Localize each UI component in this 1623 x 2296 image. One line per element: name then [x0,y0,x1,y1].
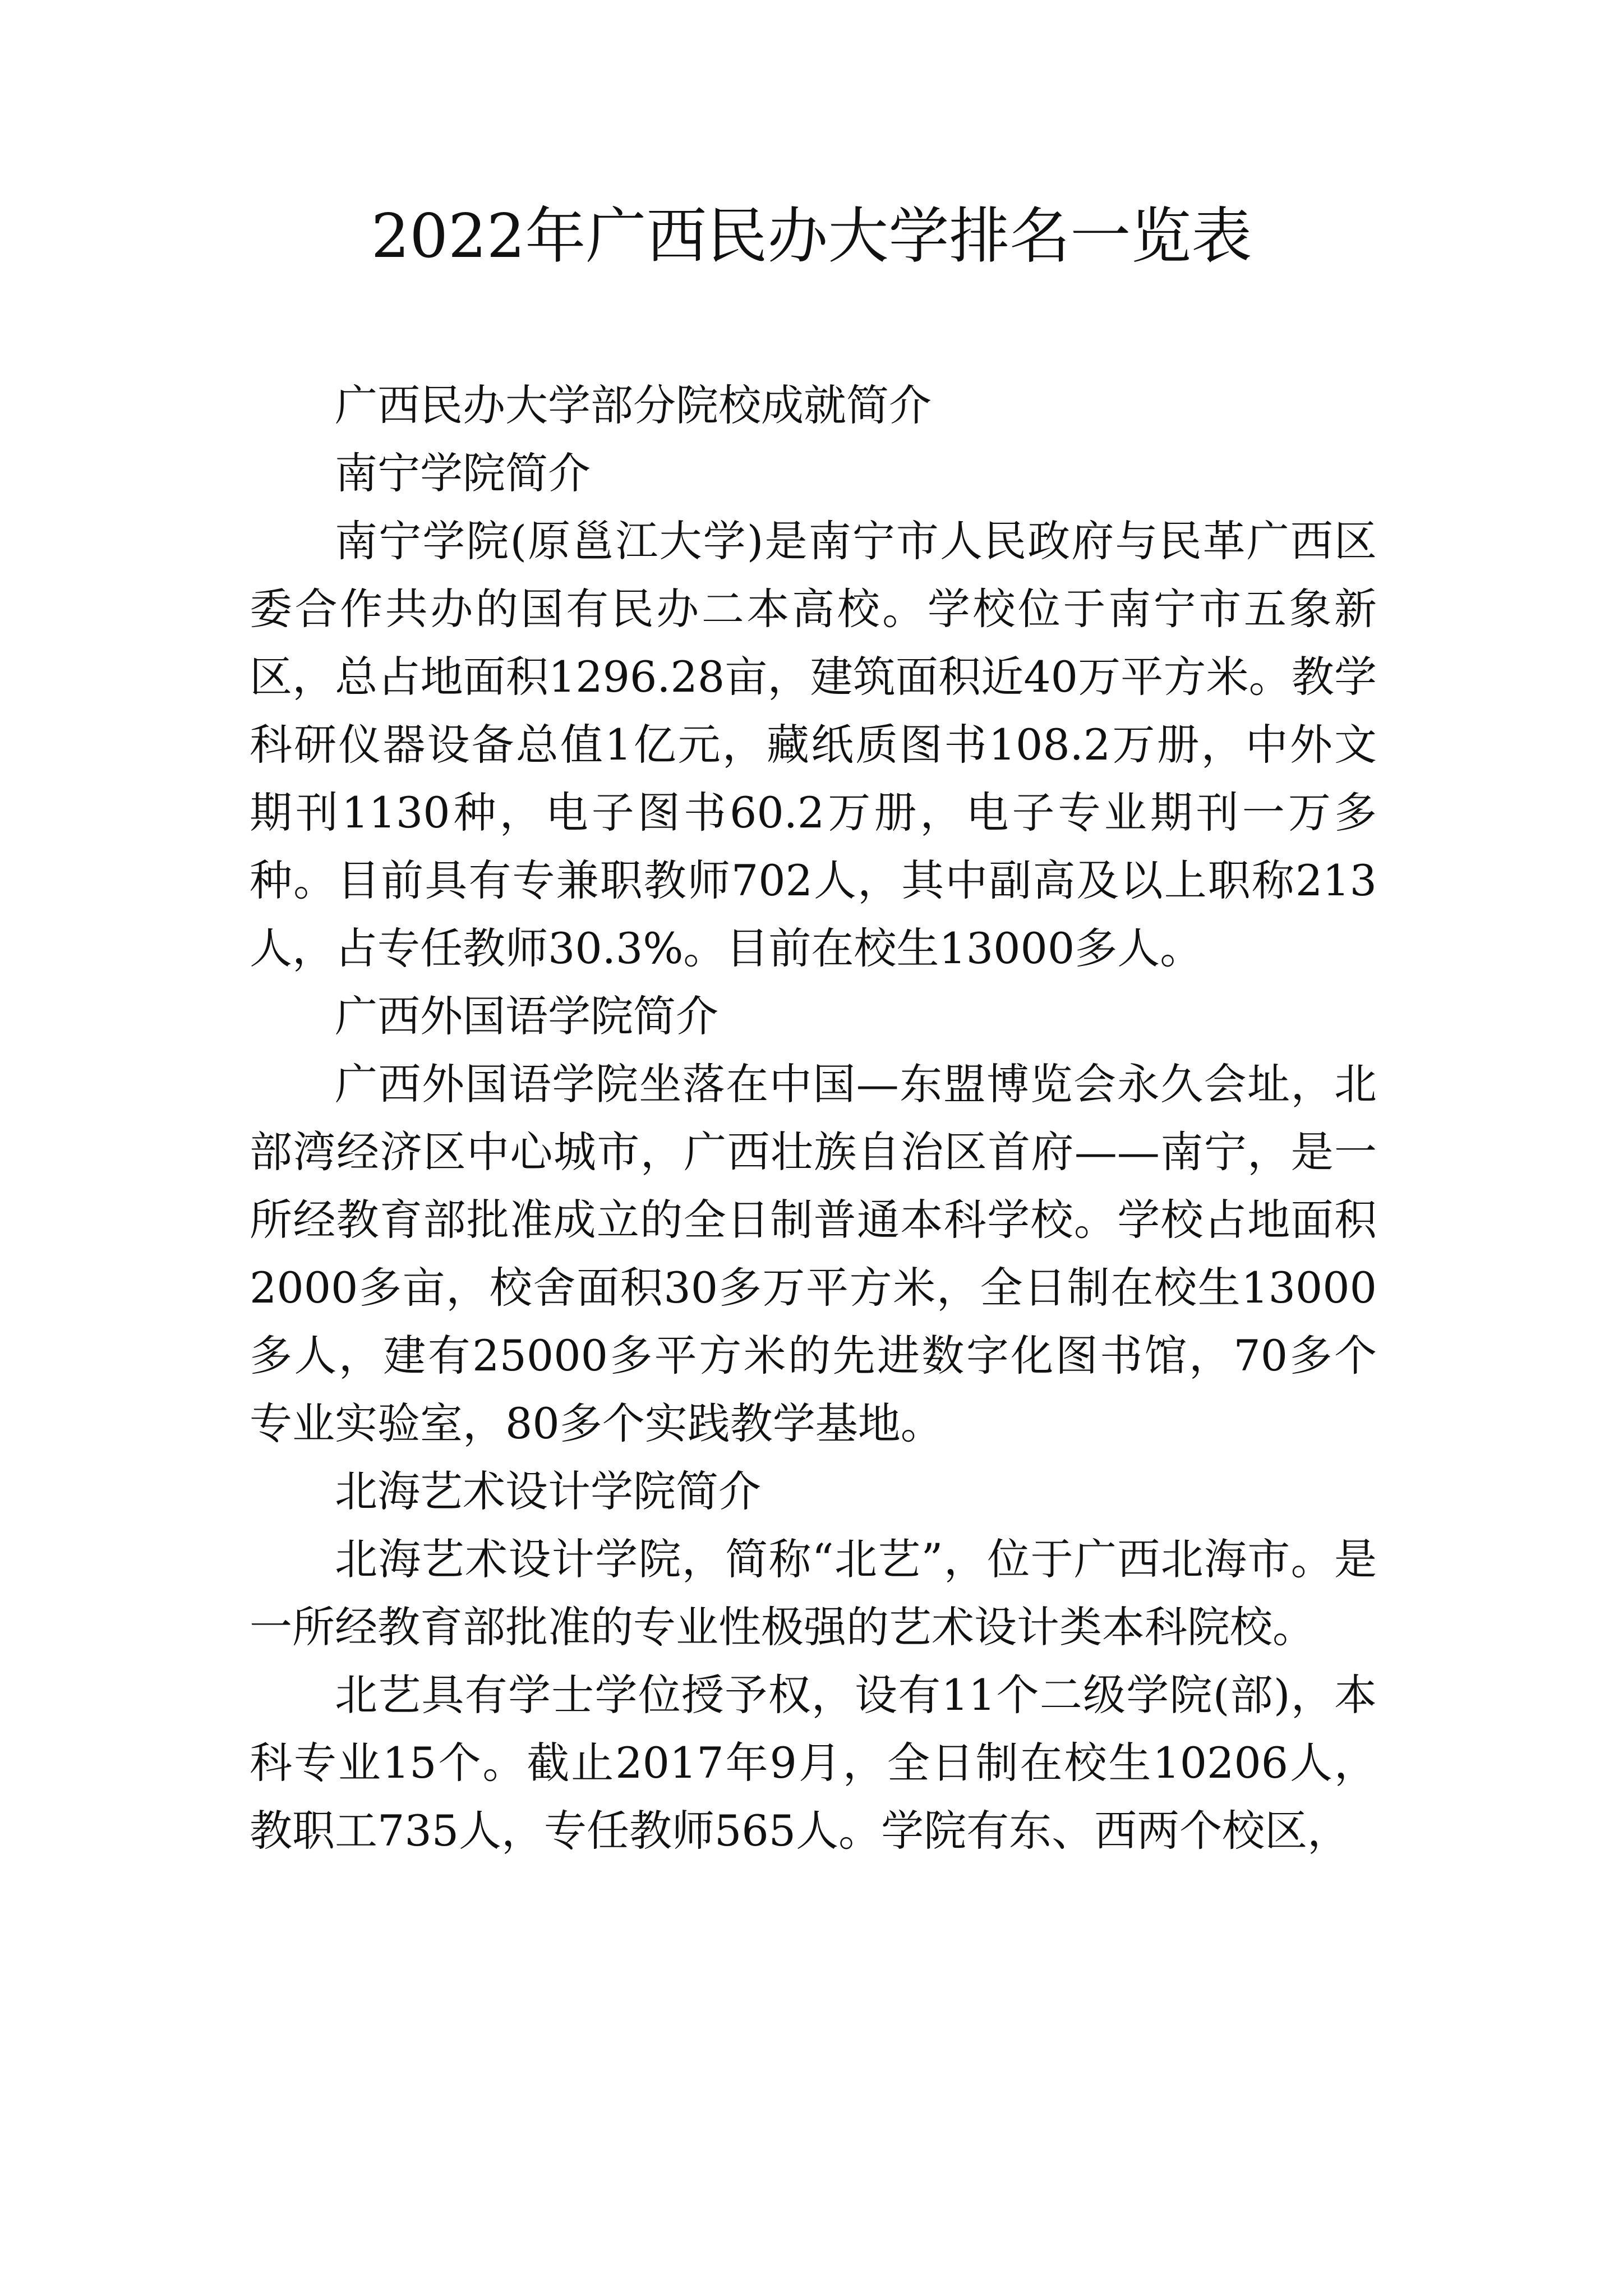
section-heading-nanning-university: 南宁学院简介 [335,448,591,498]
document-body [250,371,1377,1865]
section-heading-overview: 广西民办大学部分院校成就简介 [335,380,932,430]
paragraph-guangxi-foreign-languages: 广西外国语学院坐落在中国—东盟博览会永久会址，北部湾经济区中心城市，广西壮族自治区首府——南宁，是一所经教育部批准成立的全日制普通本科学校。学校占地面积2000多亩，校舍面积30多万平方米，全日制在校生13000多人，建有25000多平方米的先进数字化图书馆，70多个专业实验室，80多个实践教学基地。 [250,1059,1377,1448]
section-heading-guangxi-foreign-languages: 广西外国语学院简介 [335,991,718,1041]
paragraph-nanning-university: 南宁学院(原邕江大学)是南宁市人民政府与民革广西区委合作共办的国有民办二本高校。学校位于南宁市五象新区，总占地面积1296.28亩，建筑面积近40万平方米。教学科研仪器设备总值1亿元，藏纸质图书108.2万册，中外文期刊1130种，电子图书60.2万册，电子专业期刊一万多种。目前具有专兼职教师702人，其中副高及以上职称213人，占专任教师30.3%。目前在校生13000多人。 [250,516,1377,973]
document-title: 2022年广西民办大学排名一览表 [371,201,1252,272]
section-heading-beihai-art-design: 北海艺术设计学院简介 [335,1466,761,1516]
paragraph-beihai-art-design-intro: 北海艺术设计学院，简称“北艺”，位于广西北海市。是一所经教育部批准的专业性极强的艺术设计类本科院校。 [250,1534,1377,1652]
paragraph-beihai-art-design-details: 北艺具有学士学位授予权，设有11个二级学院(部)，本科专业15个。截止2017年9月，全日制在校生10206人，教职工735人，专任教师565人。学院有东、西两个校区， [250,1670,1377,1856]
